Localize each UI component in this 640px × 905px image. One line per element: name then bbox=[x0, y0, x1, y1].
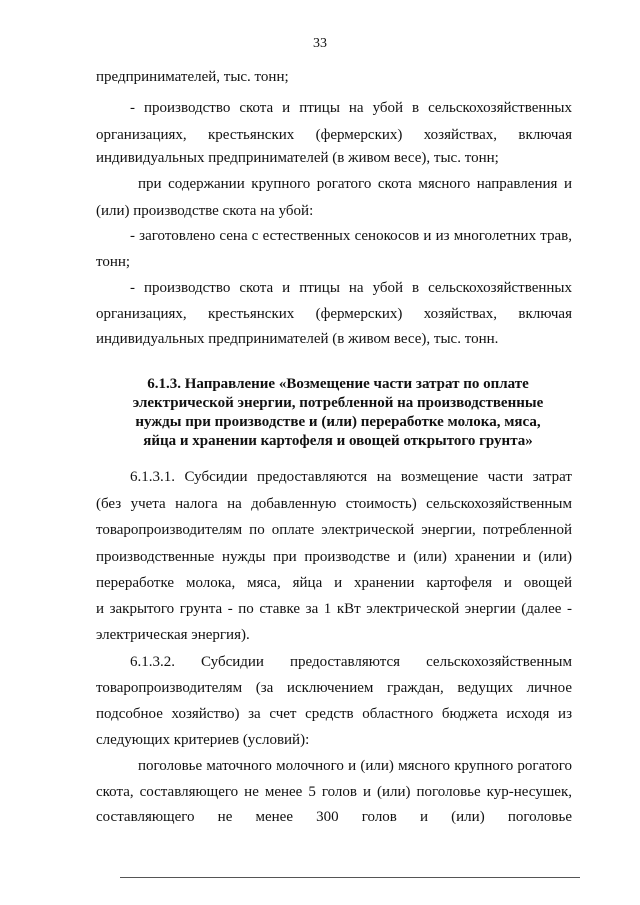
text-line: производственные нужды при производстве и (или) хранении и (или) bbox=[96, 549, 572, 565]
text-line: составляющего не менее 300 голов и (или) поголовье bbox=[96, 809, 572, 825]
text-line: поголовье маточного молочного и (или) мясного крупного рогатого bbox=[138, 758, 572, 774]
text-line: (или) производстве скота на убой: bbox=[96, 203, 314, 219]
page-number: 33 bbox=[313, 36, 327, 51]
text-line: подсобное хозяйство) за счет средств областного бюджета исходя из bbox=[96, 706, 572, 722]
text-line: следующих критериев (условий): bbox=[96, 732, 310, 748]
heading-line: яйца и хранении картофеля и овощей открытого грунта» bbox=[143, 433, 533, 449]
section-heading bbox=[96, 375, 580, 451]
text-line: переработке молока, мяса, яйца и хранении картофеля и овощей bbox=[96, 575, 572, 591]
text-line: организациях, крестьянских (фермерских) хозяйствах, включая bbox=[96, 127, 572, 143]
text-line: 6.1.3.1. Субсидии предоставляются на возмещение части затрат bbox=[130, 469, 572, 485]
text-line: при содержании крупного рогатого скота мясного направления и bbox=[138, 176, 572, 192]
heading-line: нужды при производстве и (или) переработке молока, мяса, bbox=[135, 414, 541, 430]
text-line: электрическая энергия). bbox=[96, 627, 250, 643]
text-line: индивидуальных предпринимателей (в живом весе), тыс. тонн. bbox=[96, 331, 499, 347]
text-line: 6.1.3.2. Субсидии предоставляются сельскохозяйственным bbox=[130, 654, 572, 670]
text-line: - заготовлено сена с естественных сенокосов и из многолетних трав, bbox=[130, 228, 572, 244]
footer-rule bbox=[120, 877, 580, 878]
text-line: товаропроизводителям по оплате электрической энергии, потребленной bbox=[96, 522, 572, 538]
text-line: организациях, крестьянских (фермерских) хозяйствах, включая bbox=[96, 306, 572, 322]
text-line: тонн; bbox=[96, 254, 131, 270]
text-line: скота, составляющего не менее 5 голов и (или) поголовье кур-несушек, bbox=[96, 784, 572, 800]
text-line: (без учета налога на добавленную стоимость) сельскохозяйственным bbox=[96, 496, 572, 512]
text-line: товаропроизводителям (за исключением граждан, ведущих личное bbox=[96, 680, 572, 696]
text-line: предпринимателей, тыс. тонн; bbox=[96, 69, 289, 85]
text-line: - производство скота и птицы на убой в сельскохозяйственных bbox=[130, 100, 572, 116]
text-line: индивидуальных предпринимателей (в живом весе), тыс. тонн; bbox=[96, 150, 499, 166]
text-line: и закрытого грунта - по ставке за 1 кВт электрической энергии (далее - bbox=[96, 601, 572, 617]
heading-line: электрической энергии, потребленной на производственные bbox=[132, 395, 544, 411]
text-line: - производство скота и птицы на убой в сельскохозяйственных bbox=[130, 280, 572, 296]
heading-line: 6.1.3. Направление «Возмещение части затрат по оплате bbox=[147, 376, 529, 392]
